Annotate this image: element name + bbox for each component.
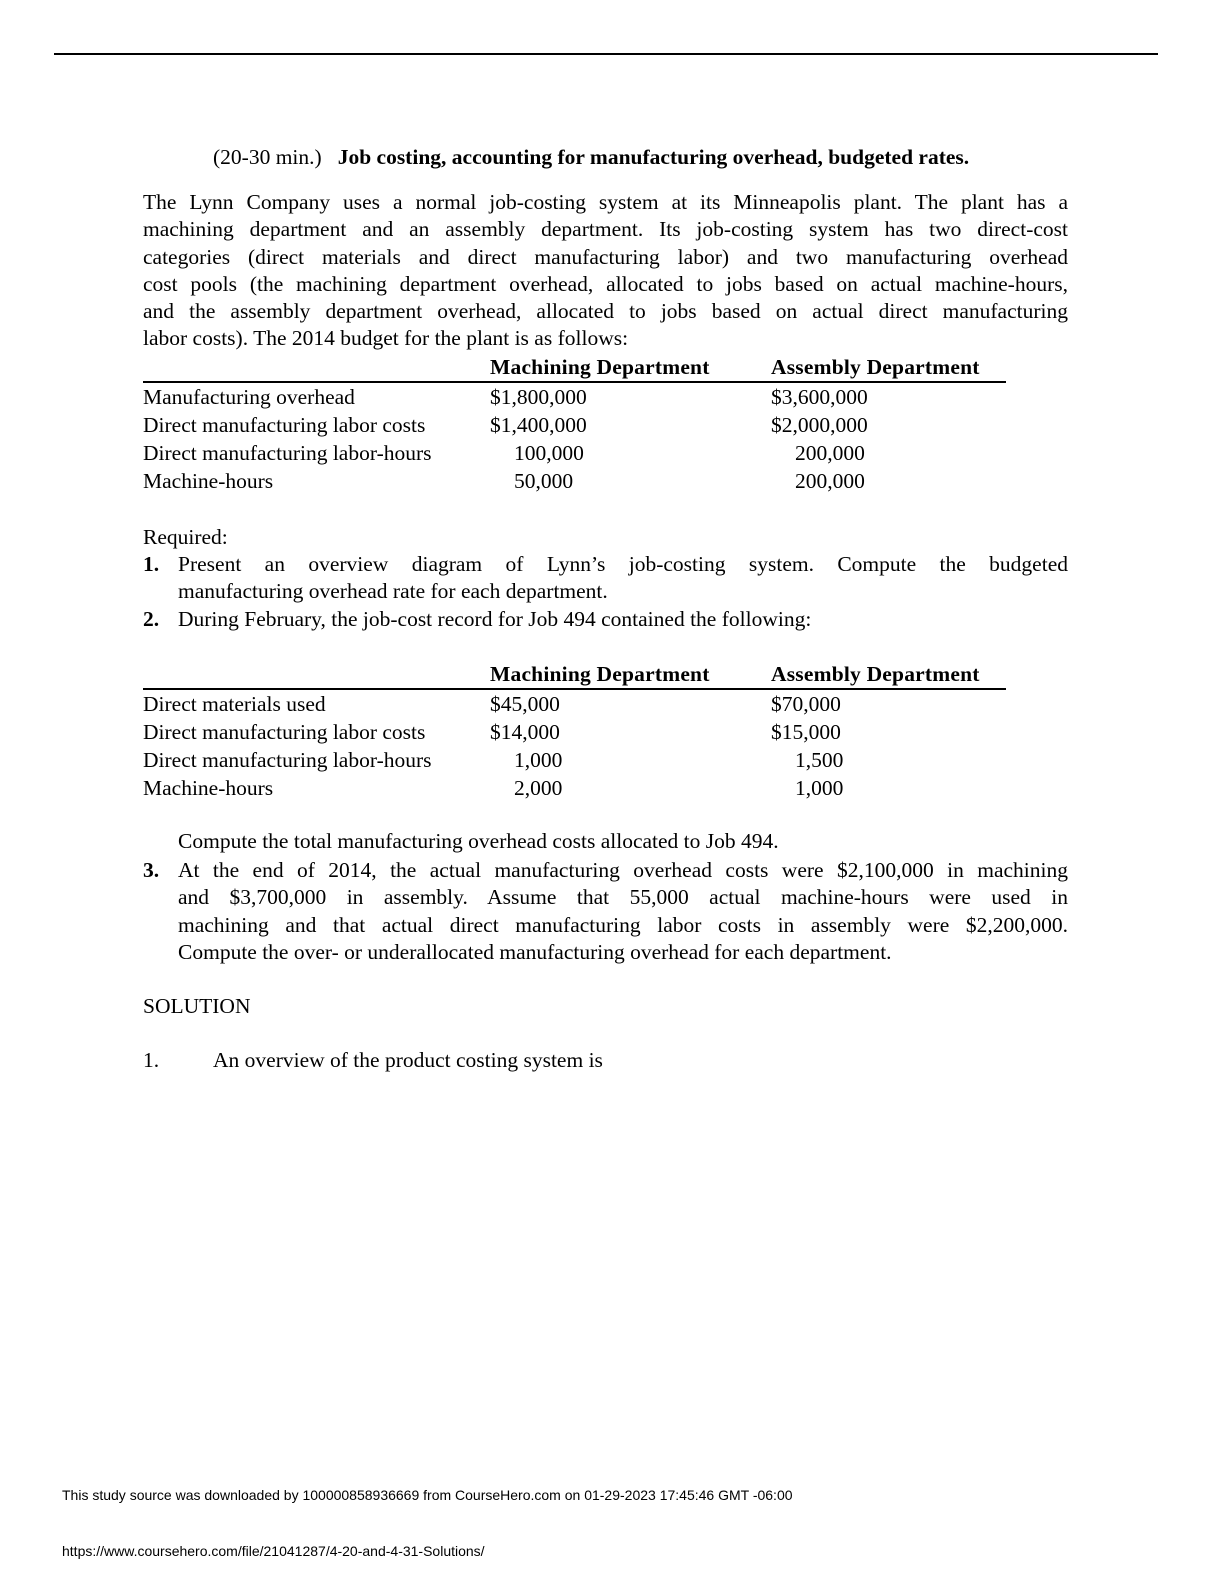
assembly-value: $70,000: [771, 692, 841, 716]
problem-title: Job costing, accounting for manufacturing overhead, budgeted rates.: [337, 145, 970, 169]
machining-value: 50,000: [514, 469, 574, 493]
table-row: [143, 411, 1006, 439]
assembly-value: 1,500: [795, 748, 844, 772]
machining-value: 2,000: [514, 776, 563, 800]
item-number: 3.: [143, 858, 160, 882]
intro-line: labor costs). The 2014 budget for the plant is as follows:: [143, 326, 629, 351]
intro-line: categories (direct materials and direct manufacturing labor) and two manufacturing overhead: [143, 244, 1068, 269]
machining-value: $14,000: [490, 720, 560, 744]
item-number: 1.: [143, 552, 160, 576]
assembly-value: $2,000,000: [771, 413, 868, 437]
item-line: Present an overview diagram of Lynn’s job-costing system. Compute the budgeted: [178, 552, 1068, 576]
assembly-value: $15,000: [771, 720, 841, 744]
table-row: [143, 439, 1006, 467]
item-line: Compute the over- or underallocated manufacturing overhead for each department.: [178, 939, 892, 964]
assembly-value: 200,000: [795, 441, 865, 465]
row-label: Direct materials used: [143, 692, 326, 716]
problem-heading: [213, 145, 969, 170]
solution-step-number: 1.: [143, 1048, 160, 1072]
machining-value: $1,800,000: [490, 385, 587, 409]
item-2-followup: Compute the total manufacturing overhead costs allocated to Job 494.: [178, 829, 779, 853]
job-table-header: [143, 660, 1006, 689]
row-label: Machine-hours: [143, 776, 274, 800]
table-row: [143, 746, 1006, 774]
download-notice: This study source was downloaded by 100000858936669 from CourseHero.com on 01-29-2023 17:45:46 GMT -06:00: [62, 1487, 793, 1503]
item-line: During February, the job-cost record for Job 494 contained the following:: [178, 607, 812, 631]
table-row: [143, 718, 1006, 746]
header-cell: [143, 353, 490, 382]
job-494-table: [143, 660, 1006, 802]
table-row: [143, 689, 1006, 718]
budget-table: [143, 353, 1006, 495]
table-row: [143, 382, 1006, 411]
intro-line: The Lynn Company uses a normal job-costing system at its Minneapolis plant. The plant has a: [143, 190, 1068, 214]
solution-heading: SOLUTION: [143, 994, 251, 1018]
row-label: Direct manufacturing labor-hours: [143, 441, 432, 465]
header-cell: [143, 660, 490, 689]
row-label: Manufacturing overhead: [143, 385, 355, 409]
table-row: [143, 774, 1006, 802]
header-machining: Machining Department: [490, 662, 710, 686]
intro-line: cost pools (the machining department overhead, allocated to jobs based on actual machine-hours,: [143, 271, 1068, 296]
intro-paragraph: [143, 189, 1068, 353]
item-line: At the end of 2014, the actual manufacturing overhead costs were $2,100,000 in machining: [178, 858, 1068, 882]
item-line: and $3,700,000 in assembly. Assume that 55,000 actual machine-hours were used in: [178, 885, 1068, 910]
required-label: Required:: [143, 525, 228, 549]
machining-value: 1,000: [514, 748, 563, 772]
intro-line: and the assembly department overhead, allocated to jobs based on actual direct manufacturing: [143, 299, 1068, 324]
machining-value: 100,000: [514, 441, 584, 465]
solution-step-text: An overview of the product costing system is: [213, 1048, 603, 1072]
budget-table-header: [143, 353, 1006, 382]
assembly-value: 1,000: [795, 776, 844, 800]
header-assembly: Assembly Department: [771, 355, 980, 379]
page-top-rule: [54, 53, 1158, 55]
table-row: [143, 467, 1006, 495]
item-line: machining and that actual direct manufacturing labor costs in assembly were $2,200,000.: [178, 912, 1068, 937]
machining-value: $45,000: [490, 692, 560, 716]
time-estimate: (20-30 min.): [213, 145, 322, 169]
assembly-value: 200,000: [795, 469, 865, 493]
row-label: Direct manufacturing labor-hours: [143, 748, 432, 772]
row-label: Machine-hours: [143, 469, 274, 493]
intro-line: machining department and an assembly department. Its job-costing system has two direct-cost: [143, 217, 1068, 242]
header-assembly: Assembly Department: [771, 662, 980, 686]
header-machining: Machining Department: [490, 355, 710, 379]
item-number: 2.: [143, 607, 160, 631]
machining-value: $1,400,000: [490, 413, 587, 437]
assembly-value: $3,600,000: [771, 385, 868, 409]
row-label: Direct manufacturing labor costs: [143, 720, 426, 744]
item-line: manufacturing overhead rate for each department.: [178, 579, 608, 604]
source-url[interactable]: https://www.coursehero.com/file/21041287/4-20-and-4-31-Solutions/: [62, 1543, 485, 1559]
row-label: Direct manufacturing labor costs: [143, 413, 426, 437]
